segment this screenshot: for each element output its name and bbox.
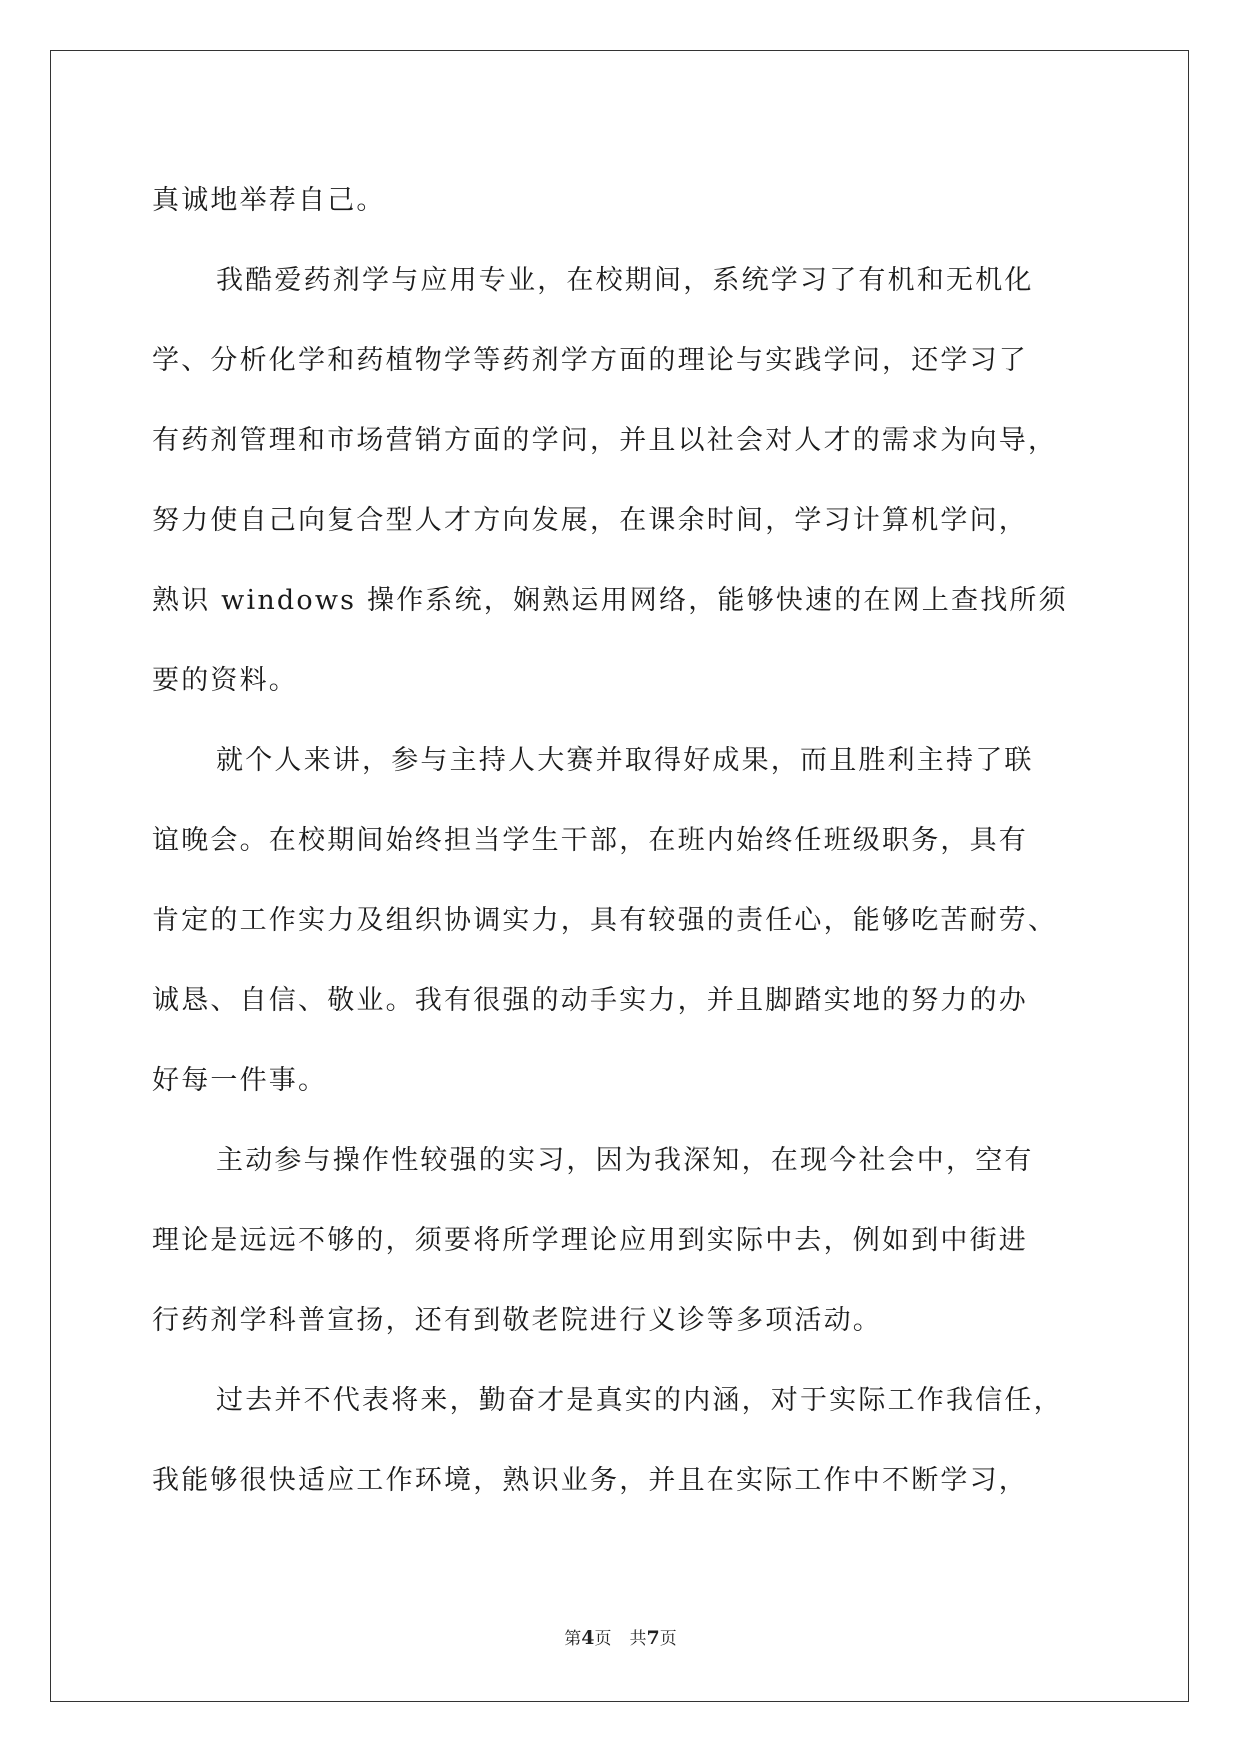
page-label-suffix: 页	[594, 1629, 612, 1649]
page-footer	[0, 1624, 1241, 1649]
page-label-prefix: 第	[564, 1629, 582, 1649]
text-line: 行药剂学科普宣扬，还有到敬老院进行义诊等多项活动。	[152, 1305, 882, 1336]
current-page-number: 4	[581, 1627, 595, 1649]
text-line: 肯定的工作实力及组织协调实力，具有较强的责任心，能够吃苦耐劳、	[152, 905, 1058, 936]
text-line: 真诚地举荐自己。	[152, 185, 386, 216]
text-line: 谊晚会。在校期间始终担当学生干部，在班内始终任班级职务，具有	[152, 825, 1028, 856]
text-line: 过去并不代表将来，勤奋才是真实的内涵，对于实际工作我信任，	[216, 1385, 1063, 1416]
text-line: 主动参与操作性较强的实习，因为我深知，在现今社会中，空有	[216, 1145, 1034, 1176]
text-line: 学、分析化学和药植物学等药剂学方面的理论与实践学问，还学习了	[152, 345, 1028, 376]
text-line: 有药剂管理和市场营销方面的学问，并且以社会对人才的需求为向导，	[152, 425, 1058, 456]
text-line: 好每一件事。	[152, 1065, 328, 1096]
text-line: 我能够很快适应工作环境，熟识业务，并且在实际工作中不断学习，	[152, 1465, 1028, 1496]
document-body	[152, 161, 1092, 1521]
text-line: 就个人来讲，参与主持人大赛并取得好成果，而且胜利主持了联	[216, 745, 1034, 776]
text-line: 努力使自己向复合型人才方向发展，在课余时间，学习计算机学问，	[152, 505, 1028, 536]
total-label-prefix: 共	[629, 1629, 647, 1649]
text-line: 要的资料。	[152, 665, 298, 696]
total-pages-number: 7	[646, 1627, 660, 1649]
total-label-suffix: 页	[659, 1629, 677, 1649]
text-line: 诚恳、自信、敬业。我有很强的动手实力，并且脚踏实地的努力的办	[152, 985, 1028, 1016]
text-line: 我酷爱药剂学与应用专业，在校期间，系统学习了有机和无机化	[216, 265, 1034, 296]
text-line: 熟识 windows 操作系统，娴熟运用网络，能够快速的在网上查找所须	[152, 585, 1068, 616]
text-line: 理论是远远不够的，须要将所学理论应用到实际中去，例如到中街进	[152, 1225, 1028, 1256]
